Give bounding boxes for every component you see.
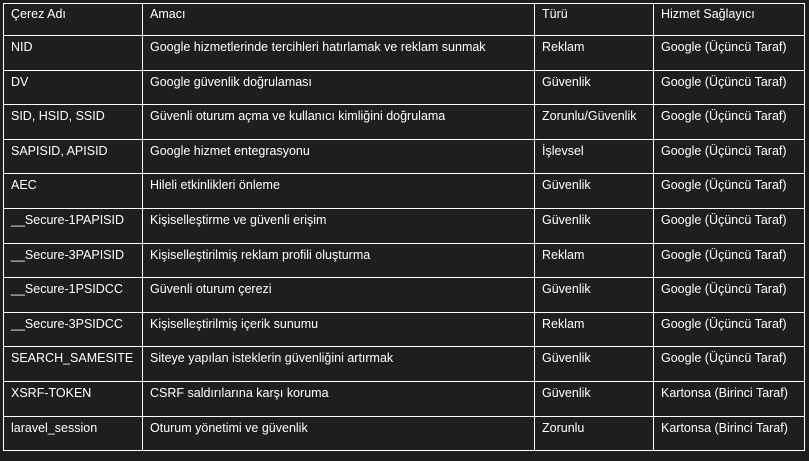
cell-purpose: Kişiselleştirilmiş içerik sunumu xyxy=(143,312,535,347)
table-row xyxy=(4,278,805,313)
table-row xyxy=(4,416,805,451)
cell-purpose: Siteye yapılan isteklerin güvenliğini artırmak xyxy=(143,347,535,382)
table-row xyxy=(4,208,805,243)
cell-provider: Google (Üçüncü Taraf) xyxy=(654,312,805,347)
cell-cookie-name: NID xyxy=(4,36,143,71)
cell-provider: Kartonsa (Birinci Taraf) xyxy=(654,416,805,451)
cookie-table xyxy=(3,3,805,451)
table-row xyxy=(4,381,805,416)
cell-cookie-name: __Secure-3PAPISID xyxy=(4,243,143,278)
cell-cookie-name: __Secure-1PSIDCC xyxy=(4,278,143,313)
header-cookie-name: Çerez Adı xyxy=(4,4,143,36)
cell-cookie-name: DV xyxy=(4,70,143,105)
cell-purpose: Google güvenlik doğrulaması xyxy=(143,70,535,105)
cell-purpose: Hileli etkinlikleri önleme xyxy=(143,174,535,209)
table-row xyxy=(4,105,805,140)
cell-purpose: Kişiselleştirilmiş reklam profili oluşturma xyxy=(143,243,535,278)
cell-provider: Google (Üçüncü Taraf) xyxy=(654,243,805,278)
cell-cookie-name: SID, HSID, SSID xyxy=(4,105,143,140)
cell-type: İşlevsel xyxy=(535,139,654,174)
table-row xyxy=(4,174,805,209)
table-header-row xyxy=(4,4,805,36)
cell-cookie-name: SEARCH_SAMESITE xyxy=(4,347,143,382)
cell-type: Zorunlu/Güvenlik xyxy=(535,105,654,140)
cell-provider: Google (Üçüncü Taraf) xyxy=(654,347,805,382)
cell-type: Güvenlik xyxy=(535,278,654,313)
header-provider: Hizmet Sağlayıcı xyxy=(654,4,805,36)
cell-provider: Google (Üçüncü Taraf) xyxy=(654,174,805,209)
cell-provider: Google (Üçüncü Taraf) xyxy=(654,208,805,243)
cell-purpose: Güvenli oturum çerezi xyxy=(143,278,535,313)
cell-provider: Google (Üçüncü Taraf) xyxy=(654,278,805,313)
cell-purpose: Oturum yönetimi ve güvenlik xyxy=(143,416,535,451)
cell-type: Güvenlik xyxy=(535,381,654,416)
table-row xyxy=(4,139,805,174)
cell-cookie-name: laravel_session xyxy=(4,416,143,451)
table-row xyxy=(4,347,805,382)
table-row xyxy=(4,243,805,278)
cell-type: Güvenlik xyxy=(535,174,654,209)
cell-type: Reklam xyxy=(535,243,654,278)
cell-type: Zorunlu xyxy=(535,416,654,451)
cell-type: Güvenlik xyxy=(535,70,654,105)
cell-purpose: Google hizmet entegrasyonu xyxy=(143,139,535,174)
table-row xyxy=(4,36,805,71)
cell-purpose: CSRF saldırılarına karşı koruma xyxy=(143,381,535,416)
header-type: Türü xyxy=(535,4,654,36)
cell-provider: Google (Üçüncü Taraf) xyxy=(654,70,805,105)
cell-purpose: Kişiselleştirme ve güvenli erişim xyxy=(143,208,535,243)
cell-cookie-name: __Secure-3PSIDCC xyxy=(4,312,143,347)
cell-type: Güvenlik xyxy=(535,208,654,243)
cookie-table-container xyxy=(3,3,805,451)
cell-provider: Google (Üçüncü Taraf) xyxy=(654,36,805,71)
cell-purpose: Güvenli oturum açma ve kullanıcı kimliğini doğrulama xyxy=(143,105,535,140)
cell-provider: Google (Üçüncü Taraf) xyxy=(654,105,805,140)
cell-type: Reklam xyxy=(535,36,654,71)
table-row xyxy=(4,70,805,105)
table-row xyxy=(4,312,805,347)
cell-cookie-name: AEC xyxy=(4,174,143,209)
cell-cookie-name: __Secure-1PAPISID xyxy=(4,208,143,243)
cell-cookie-name: SAPISID, APISID xyxy=(4,139,143,174)
cell-type: Reklam xyxy=(535,312,654,347)
header-purpose: Amacı xyxy=(143,4,535,36)
cell-cookie-name: XSRF-TOKEN xyxy=(4,381,143,416)
cell-type: Güvenlik xyxy=(535,347,654,382)
cell-provider: Kartonsa (Birinci Taraf) xyxy=(654,381,805,416)
cell-provider: Google (Üçüncü Taraf) xyxy=(654,139,805,174)
cell-purpose: Google hizmetlerinde tercihleri hatırlamak ve reklam sunmak xyxy=(143,36,535,71)
